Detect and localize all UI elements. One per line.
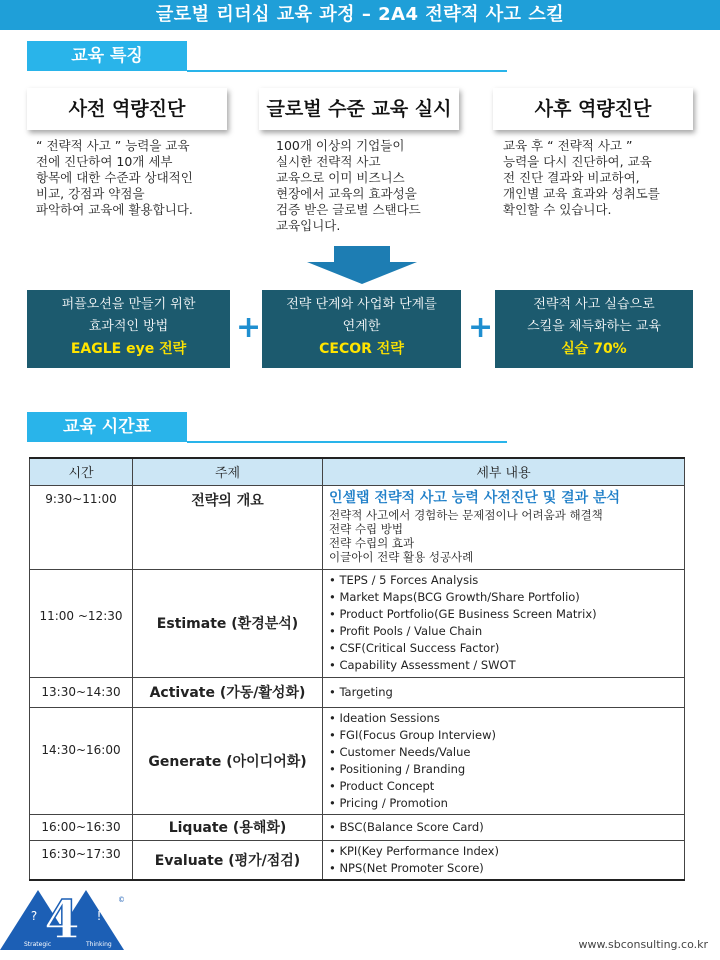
row-topic: Estimate (환경분석) <box>133 569 323 677</box>
detail-bullet: • Profit Pools / Value Chain <box>329 623 483 638</box>
row-time: 9:30~11:00 <box>30 485 133 569</box>
section-title-schedule: 교육 시간표 <box>27 412 187 442</box>
row-topic: Activate (가동/활성화) <box>133 677 323 707</box>
detail-bullet: • NPS(Net Promoter Score) <box>329 860 484 875</box>
detail-line: 전략 수립의 효과 <box>329 535 415 550</box>
detail-bullet: • BSC(Balance Score Card) <box>329 819 484 834</box>
feature-text-pre-diagnosis: “ 전략적 사고 ” 능력을 교육 전에 진단하여 10개 세부 항목에 대한 수준과 상대적인 비교, 강점과 약점을 파악하여 교육에 활용합니다. <box>36 138 193 217</box>
detail-line: 이글아이 전략 활용 성공사례 <box>329 549 474 564</box>
row-detail <box>323 840 685 880</box>
table-row <box>30 840 685 880</box>
method-box-cecor <box>262 290 461 368</box>
method-box-highlight: CECOR 전략 <box>319 341 404 357</box>
detail-bullet: • Market Maps(BCG Growth/Share Portfolio) <box>329 589 580 604</box>
row-detail <box>323 569 685 677</box>
detail-bullet: • TEPS / 5 Forces Analysis <box>329 572 479 587</box>
footer-url: www.sbconsulting.co.kr <box>578 938 708 951</box>
logo-2a4-icon <box>0 888 130 956</box>
plus-icon: + <box>236 310 262 345</box>
feature-text-global-education: 100개 이상의 기업들이 실시한 전략적 사고 교육으로 이미 비즈니스 현장에서 교육의 효과성을 검증 받은 글로벌 스탠다드 교육입니다. <box>276 138 421 233</box>
logo-exclamation-mark: ! <box>96 909 102 923</box>
page-title: 글로벌 리더십 교육 과정 – 2A4 전략적 사고 스킬 <box>0 0 720 30</box>
method-box-highlight: EAGLE eye 전략 <box>70 341 187 357</box>
header-detail: 세부 내용 <box>323 458 685 485</box>
section-title-features: 교육 특징 <box>27 41 187 71</box>
detail-bullet: • KPI(Key Performance Index) <box>329 843 499 858</box>
header-topic: 주제 <box>133 458 323 485</box>
copyright-icon: © <box>118 896 125 904</box>
table-header-row <box>30 458 685 485</box>
detail-bullet: • Pricing / Promotion <box>329 795 448 810</box>
method-box-practice <box>495 290 693 368</box>
method-box-line1: 전략적 사고 실습으로 <box>533 297 655 312</box>
table-row <box>30 485 685 569</box>
row-detail <box>323 707 685 814</box>
detail-bullet: • CSF(Critical Success Factor) <box>329 640 500 655</box>
detail-line: 전략적 사고에서 경험하는 문제점이나 어려움과 해결책 <box>329 507 603 522</box>
header-time: 시간 <box>30 458 133 485</box>
detail-bullet: • Product Portfolio(GE Business Screen Matrix) <box>329 606 597 621</box>
arrow-down-icon <box>307 246 417 284</box>
row-detail <box>323 814 685 840</box>
table-row <box>30 707 685 814</box>
detail-bullet: • Capability Assessment / SWOT <box>329 657 516 672</box>
logo-number: 4 <box>43 890 81 951</box>
method-box-line2: 스킬을 체득화하는 교육 <box>527 319 661 334</box>
detail-bullet: • Positioning / Branding <box>329 761 466 776</box>
method-box-highlight: 실습 70% <box>561 341 627 357</box>
table-row <box>30 814 685 840</box>
feature-heading-post-diagnosis: 사후 역량진단 <box>493 88 693 130</box>
detail-bullet: • Customer Needs/Value <box>329 744 471 759</box>
logo-text-strategic: Strategic <box>24 941 52 948</box>
row-topic: Evaluate (평가/점검) <box>133 840 323 880</box>
row-time: 16:30~17:30 <box>30 840 133 880</box>
row-time: 14:30~16:00 <box>30 707 133 814</box>
row-topic: Liquate (용해화) <box>133 814 323 840</box>
schedule-table <box>29 457 685 881</box>
detail-line: 전략 수립 방법 <box>329 521 403 536</box>
method-box-eagle-eye <box>27 290 230 368</box>
method-box-line1: 퍼플오션을 만들기 위한 <box>61 297 196 312</box>
detail-heading: 인셀랩 전략적 사고 능력 사전진단 및 결과 분석 <box>329 489 621 506</box>
method-box-line1: 전략 단계와 사업화 단계를 <box>286 297 437 312</box>
feature-heading-global-education: 글로벌 수준 교육 실시 <box>259 88 459 130</box>
method-box-line2: 연계한 <box>342 319 381 334</box>
row-detail <box>323 485 685 569</box>
row-time: 11:00 ~12:30 <box>30 569 133 677</box>
detail-bullet: • FGI(Focus Group Interview) <box>329 727 496 742</box>
row-time: 13:30~14:30 <box>30 677 133 707</box>
logo-question-mark: ? <box>30 909 38 923</box>
row-detail <box>323 677 685 707</box>
section-divider <box>187 441 507 443</box>
detail-bullet: • Targeting <box>329 684 393 699</box>
feature-heading-pre-diagnosis: 사전 역량진단 <box>27 88 227 130</box>
logo-text-thinking: Thinking <box>86 941 112 948</box>
method-box-line2: 효과적인 방법 <box>88 319 169 334</box>
section-divider <box>187 70 507 72</box>
feature-text-post-diagnosis: 교육 후 “ 전략적 사고 ” 능력을 다시 진단하여, 교육 전 진단 결과와 비교하여, 개인별 교육 효과와 성취도를 확인할 수 있습니다. <box>503 138 660 217</box>
table-row <box>30 677 685 707</box>
plus-icon: + <box>468 310 494 345</box>
detail-bullet: • Ideation Sessions <box>329 710 440 725</box>
table-row <box>30 569 685 677</box>
row-time: 16:00~16:30 <box>30 814 133 840</box>
row-topic: 전략의 개요 <box>133 485 323 569</box>
row-topic: Generate (아이디어화) <box>133 707 323 814</box>
detail-bullet: • Product Concept <box>329 778 435 793</box>
